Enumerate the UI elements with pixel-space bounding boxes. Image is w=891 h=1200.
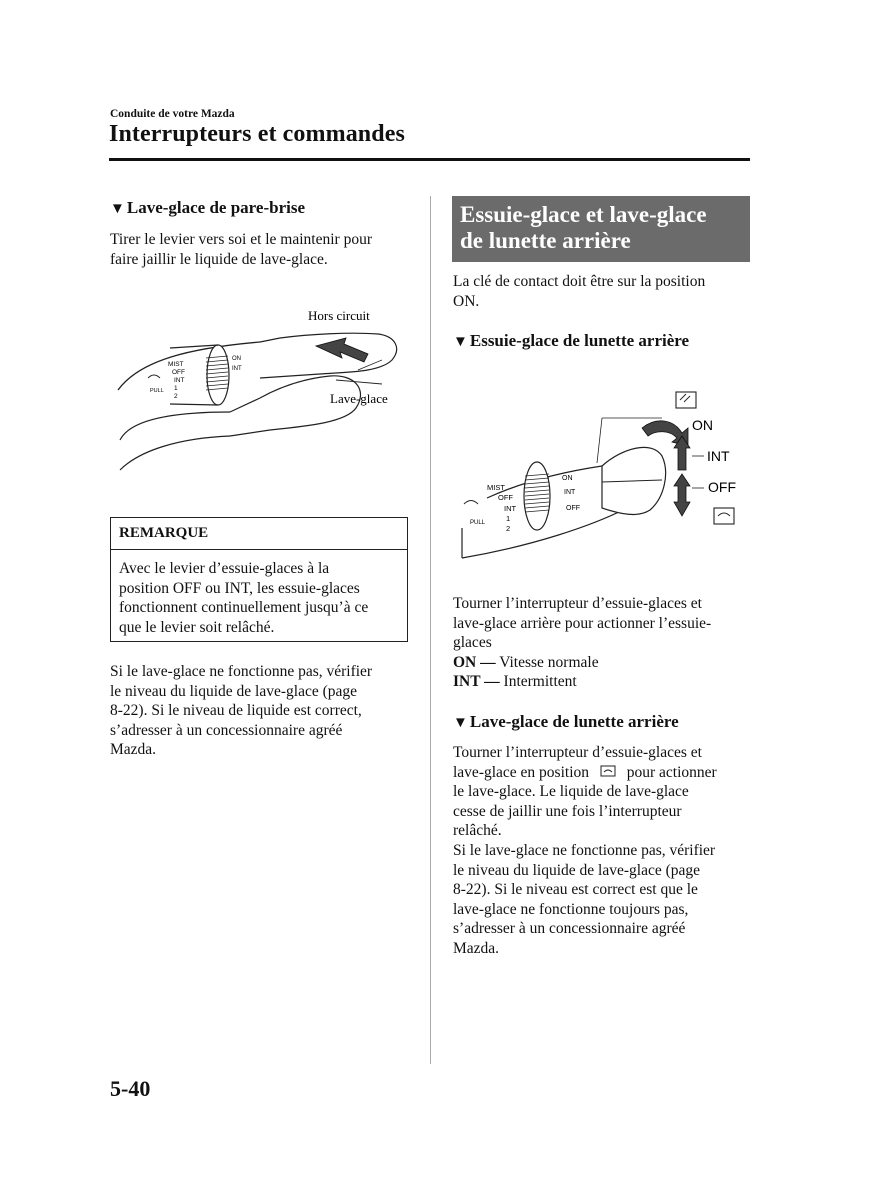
triangle-icon: ▼ — [453, 334, 468, 350]
header-rule — [109, 158, 750, 161]
text-line: Tourner l’interrupteur d’essuie-glaces et — [453, 744, 702, 761]
label-on: ON — [692, 417, 713, 433]
text-line: cesse de jaillir une fois l’interrupteur — [453, 802, 682, 820]
text-line: 8-22). Si le niveau est correct est que le — [453, 881, 698, 899]
text-line: La clé de contact doit être sur la position — [453, 273, 706, 290]
lever-mark-int: INT — [174, 377, 185, 384]
text-line: 8-22). Si le niveau de liquide est correct, — [110, 702, 362, 720]
lever-mark-mist: MIST — [168, 361, 184, 368]
legend-on: ON — Vitesse normale — [453, 653, 599, 671]
text-line: position OFF ou INT, les essuie-glaces — [119, 579, 360, 597]
lever-mark-off-rear: OFF — [566, 505, 580, 512]
lever-mark-1: 1 — [506, 514, 511, 523]
lever-mark-off: OFF — [498, 493, 513, 502]
lever-mark-on: ON — [232, 356, 241, 362]
text-line: le lave-glace. Le liquide de lave-glace — [453, 783, 689, 801]
lever-mark-1: 1 — [174, 385, 178, 392]
text-line: Mazda. — [453, 939, 500, 957]
lever-mark-on: ON — [562, 475, 573, 482]
lever-mark-mist: MIST — [487, 483, 505, 492]
note-box — [110, 517, 408, 642]
lever-mark-2: 2 — [174, 393, 178, 400]
washer-icon — [464, 501, 478, 505]
washer-check-text — [110, 662, 420, 760]
washer-icon — [148, 375, 160, 378]
lever-mark-int-rear: INT — [232, 366, 242, 372]
text-line: lave-glace arrière pour actionner l’essuie- — [453, 614, 712, 632]
lever-mark-int: INT — [504, 504, 517, 513]
text-line: fonctionnent continuellement jusqu’à ce — [119, 599, 369, 617]
text-line: s’adresser à un concessionnaire agréé — [453, 920, 686, 938]
label-washer: Lave-glace — [330, 391, 388, 406]
text-line: Si le lave-glace ne fonctionne pas, vérifier — [453, 841, 716, 859]
lever-mark-off: OFF — [172, 369, 185, 376]
label-off: OFF — [708, 479, 736, 495]
text-line: faire jaillir le liquide de lave-glace. — [110, 250, 328, 268]
label-off: Hors circuit — [308, 308, 370, 323]
chapter-label: Conduite de votre Mazda — [110, 108, 235, 120]
section-title: Essuie-glace et lave-glace de lunette arrière — [452, 196, 750, 262]
lever-mark-pull: PULL — [150, 388, 164, 394]
text-line: Tirer le levier vers soi et le maintenir pour — [110, 231, 372, 248]
rear-washer-icon — [714, 508, 734, 524]
text-line: relâché. — [453, 822, 502, 840]
intro-text — [453, 272, 753, 311]
text-line: que le levier soit relâché. — [119, 618, 275, 636]
text-line: Avec le levier d’essuie-glaces à la — [119, 560, 330, 577]
triangle-icon: ▼ — [110, 201, 125, 217]
triangle-icon: ▼ — [453, 715, 468, 731]
page-title: Interrupteurs et commandes — [109, 121, 405, 147]
legend-int: INT — Intermittent — [453, 673, 577, 691]
text-line: glaces — [453, 634, 492, 652]
text-line: s’adresser à un concessionnaire agréé — [110, 721, 343, 739]
lever-mark-pull: PULL — [470, 520, 486, 526]
lever-mark-2: 2 — [506, 524, 511, 533]
text-line: ON. — [453, 292, 480, 310]
page-number: 5-40 — [110, 1076, 151, 1101]
rear-washer-heading: ▼ Lave-glace de lunette arrière — [453, 712, 679, 731]
windshield-washer-figure — [110, 300, 410, 475]
up-down-arrow-icon — [674, 474, 690, 516]
text-line: Mazda. — [110, 741, 157, 759]
rear-washer-text — [453, 743, 753, 959]
rear-wiper-figure — [452, 378, 752, 568]
rear-wiper-heading: ▼ Essuie-glace de lunette arrière — [453, 331, 690, 350]
rear-washer-icon — [598, 764, 618, 778]
text-line: le niveau du liquide de lave-glace (page — [110, 682, 358, 700]
column-divider — [430, 196, 431, 1064]
note-title: REMARQUE — [111, 518, 407, 550]
washer-text — [110, 230, 410, 269]
note-body — [111, 550, 407, 646]
label-int: INT — [707, 448, 730, 464]
rear-wiper-text — [453, 594, 753, 692]
lever-mark-int-rear: INT — [564, 489, 576, 496]
text-line: lave-glace en position pour actionner — [453, 763, 717, 781]
rear-wiper-icon — [676, 392, 696, 408]
text-line: Si le lave-glace ne fonctionne pas, vérifier — [110, 663, 373, 680]
washer-heading: ▼ Lave-glace de pare-brise — [110, 198, 306, 217]
text-line: lave-glace ne fonctionne toujours pas, — [453, 900, 689, 918]
text-line: le niveau du liquide de lave-glace (page — [453, 861, 701, 879]
text-line: Tourner l’interrupteur d’essuie-glaces et — [453, 595, 702, 612]
